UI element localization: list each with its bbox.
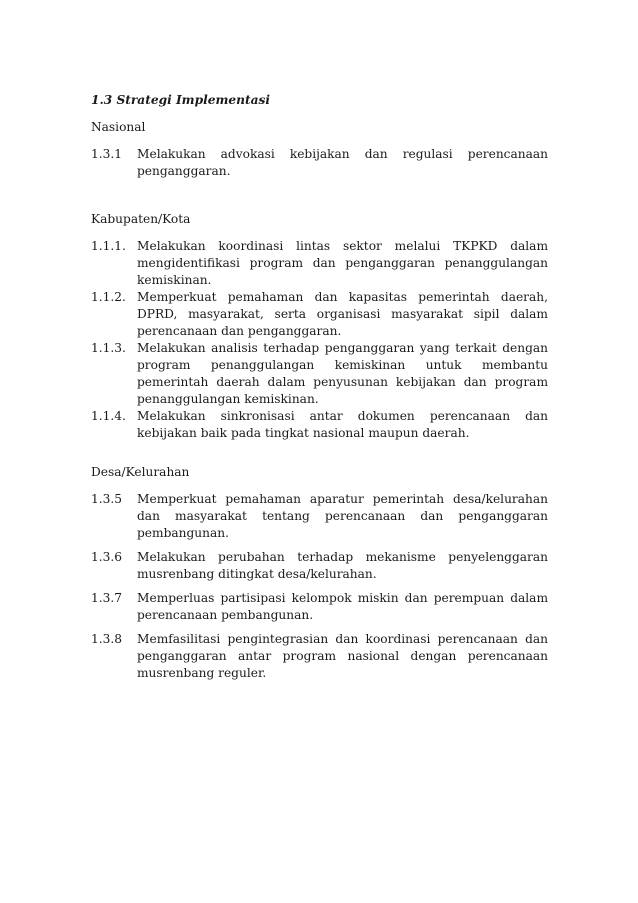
item-number: 1.3.6 (91, 550, 123, 564)
kabupaten-label: Kabupaten/Kota (91, 212, 191, 226)
item-number: 1.3.8 (91, 632, 123, 646)
item-text: Melakukan advokasi kebijakan dan regulasi perencanaan penganggaran. (137, 147, 548, 178)
list-item (91, 238, 548, 289)
item-number: 1.3.7 (91, 591, 123, 605)
item-number: 1.3.5 (91, 492, 123, 506)
item-text: Memperkuat pemahaman dan kapasitas pemerintah daerah, DPRD, masyarakat, serta organisasi masyarakat sipil dalam perencanaan dan penganggaran. (137, 290, 548, 338)
item-number: 1.1.3. (91, 341, 126, 355)
list-item (91, 631, 548, 682)
item-number: 1.3.1 (91, 147, 123, 161)
item-number: 1.1.2. (91, 290, 126, 304)
list-item (91, 491, 548, 542)
item-text: Memperluas partisipasi kelompok miskin dan perempuan dalam perencanaan pembangunan. (137, 591, 548, 622)
desa-label: Desa/Kelurahan (91, 465, 190, 479)
item-text: Memfasilitasi pengintegrasian dan koordinasi perencanaan dan penganggaran antar program nasional dengan perencanaan musrenbang reguler. (137, 632, 548, 680)
nasional-label: Nasional (91, 120, 146, 134)
list-item (91, 146, 548, 180)
item-text: Melakukan analisis terhadap penganggaran yang terkait dengan program penanggulangan kemiskinan untuk membantu pemerintah daerah dalam penyusunan kebijakan dan program penanggulangan kemiskinan. (137, 341, 548, 406)
list-item (91, 340, 548, 408)
list-item (91, 549, 548, 583)
item-number: 1.1.1. (91, 239, 126, 253)
list-item (91, 590, 548, 624)
list-item (91, 408, 548, 442)
document-page (91, 92, 548, 689)
item-number: 1.1.4. (91, 409, 126, 423)
list-item (91, 289, 548, 340)
item-text: Melakukan perubahan terhadap mekanisme penyelenggaran musrenbang ditingkat desa/kelurahan. (137, 550, 548, 581)
section-heading: 1.3 Strategi Implementasi (91, 93, 271, 107)
item-text: Memperkuat pemahaman aparatur pemerintah desa/kelurahan dan masyarakat tentang perencanaan dan penganggaran pembangunan. (137, 492, 548, 540)
item-text: Melakukan koordinasi lintas sektor melalui TKPKD dalam mengidentifikasi program dan penganggaran penanggulangan kemiskinan. (137, 239, 548, 287)
item-text: Melakukan sinkronisasi antar dokumen perencanaan dan kebijakan baik pada tingkat nasional maupun daerah. (137, 409, 548, 440)
